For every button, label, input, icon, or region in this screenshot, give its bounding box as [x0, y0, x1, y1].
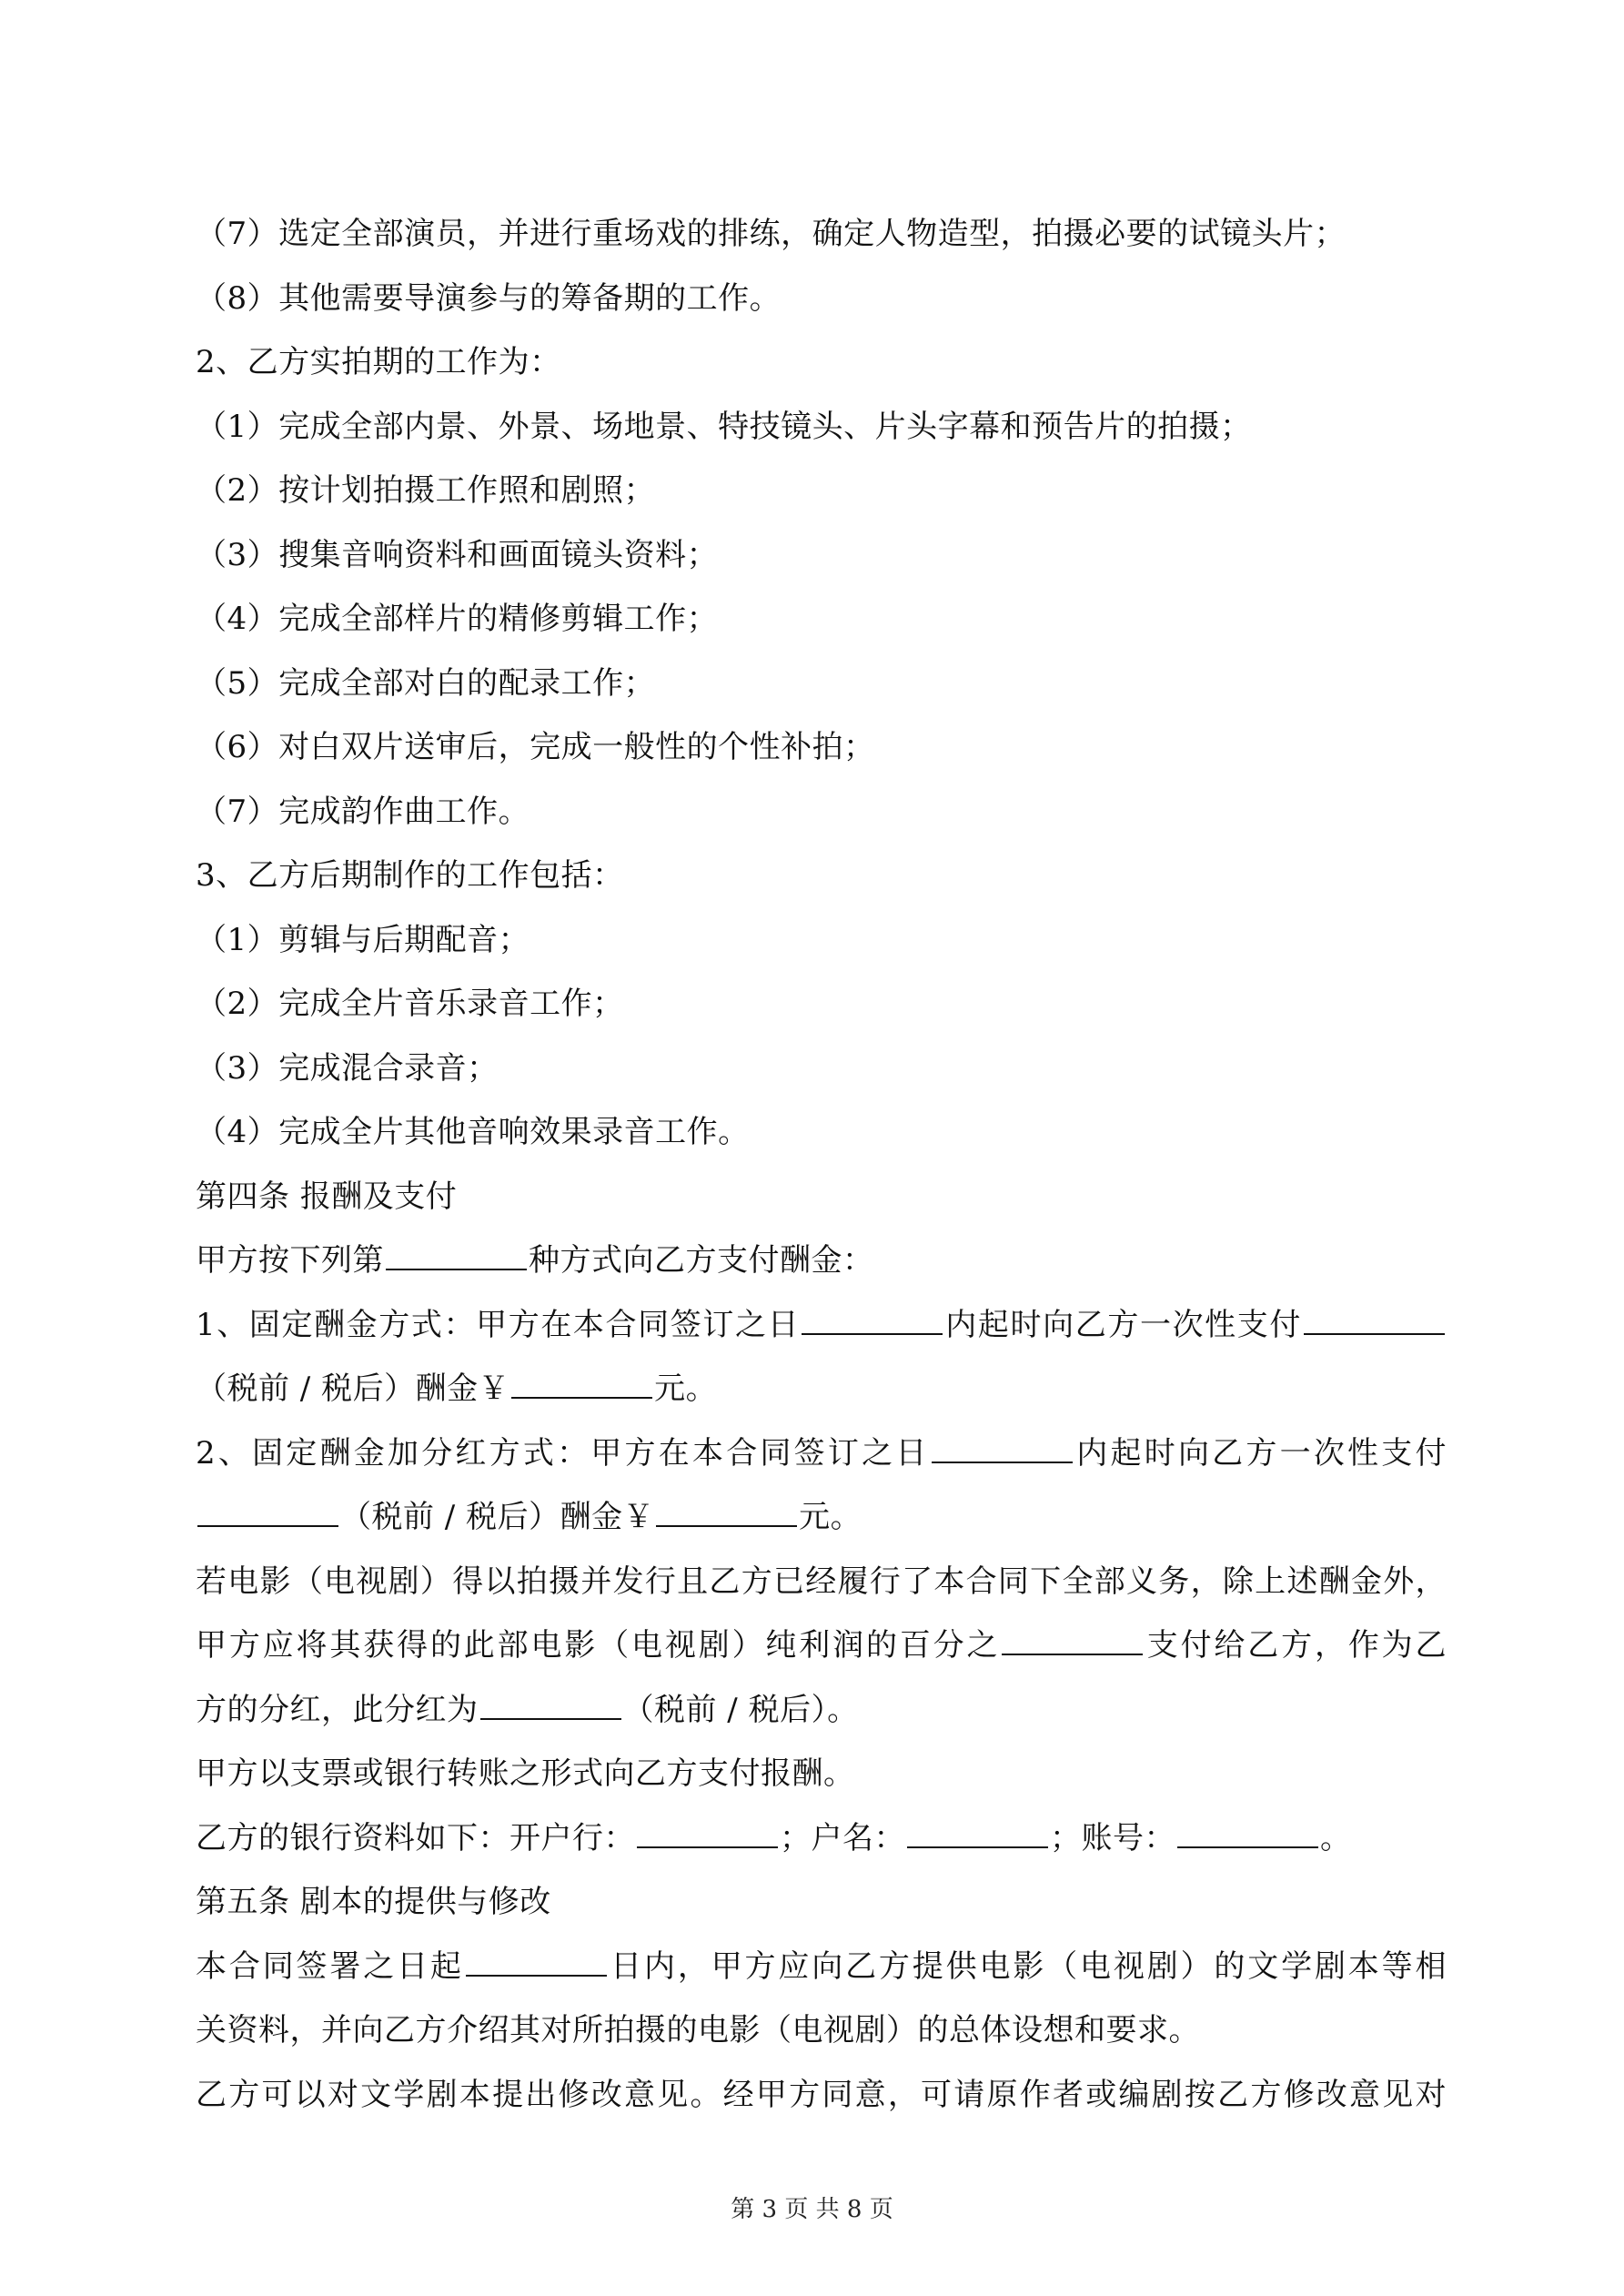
text: 甲方应将其获得的此部电影（电视剧）纯利润的百分之 — [196, 1627, 1001, 1664]
paragraph-line — [196, 1357, 1447, 1421]
text: （4）完成全片其他音响效果录音工作。 — [196, 1114, 750, 1150]
text: 元。 — [654, 1371, 718, 1407]
fill-in-blank — [656, 1500, 797, 1527]
text: 本合同签署之日起 — [196, 1947, 464, 1985]
text: 内起时向乙方一次性支付 — [1074, 1434, 1447, 1472]
paragraph-line — [196, 908, 1447, 973]
paragraph-line — [196, 1998, 1447, 2063]
fill-in-blank — [386, 1243, 527, 1270]
text: （3）搜集音响资料和画面镜头资料； — [196, 536, 719, 573]
fill-in-blank — [197, 1500, 338, 1527]
text: 支付给乙方，作为乙 — [1145, 1627, 1447, 1664]
text: （税前 / 税后）。 — [622, 1691, 859, 1728]
text: 关资料，并向乙方介绍其对所拍摄的电影（电视剧）的总体设想和要求。 — [196, 2012, 1200, 2048]
text: 乙方的银行资料如下：开户行： — [196, 1819, 635, 1856]
paragraph-line — [196, 330, 1447, 395]
section-heading — [196, 1870, 1447, 1935]
text: 若电影（电视剧）得以拍摄并发行且乙方已经履行了本合同下全部义务，除上述酬金外， — [196, 1563, 1447, 1600]
paragraph-line — [196, 1229, 1447, 1293]
paragraph-line — [196, 267, 1447, 331]
fill-in-blank — [907, 1821, 1048, 1848]
text: 3、乙方后期制作的工作包括： — [196, 857, 624, 894]
text: （2）完成全片音乐录音工作； — [196, 986, 624, 1022]
text: （8）其他需要导演参与的筹备期的工作。 — [196, 279, 782, 317]
page-number-footer — [0, 2193, 1624, 2226]
fill-in-blank — [511, 1371, 652, 1399]
paragraph-line — [196, 459, 1447, 523]
text: 1、固定酬金方式：甲方在本合同签订之日 — [196, 1306, 801, 1343]
fill-in-blank — [1002, 1628, 1143, 1655]
paragraph-line — [196, 1742, 1447, 1806]
paragraph-line — [196, 1293, 1447, 1358]
paragraph-line — [196, 1935, 1447, 1999]
text: （1）剪辑与后期配音； — [196, 921, 530, 958]
fill-in-blank — [932, 1436, 1073, 1463]
text: （4）完成全部样片的精修剪辑工作； — [196, 601, 719, 637]
text: 乙方可以对文学剧本提出修改意见。经甲方同意，可请原作者或编剧按乙方修改意见对 — [196, 2076, 1447, 2113]
paragraph-line — [196, 1550, 1447, 1614]
fill-in-blank — [637, 1821, 778, 1848]
paragraph-line — [196, 1678, 1447, 1743]
text: （1）完成全部内景、外景、场地景、特技镜头、片头字幕和预告片的拍摄； — [196, 408, 1252, 445]
heading-text: 第四条 报酬及支付 — [196, 1178, 458, 1215]
fill-in-blank — [1304, 1308, 1445, 1335]
text: 内起时向乙方一次性支付 — [944, 1306, 1303, 1343]
text: （6）对白双片送审后，完成一般性的个性补拍； — [196, 729, 875, 765]
page-number-text: 第 3 页 共 8 页 — [731, 2196, 893, 2223]
text: ；户名： — [780, 1819, 905, 1856]
paragraph-line — [196, 1037, 1447, 1101]
text: 甲方按下列第 — [196, 1242, 384, 1279]
paragraph-line — [196, 1421, 1447, 1486]
paragraph-line — [196, 587, 1447, 652]
section-heading — [196, 1165, 1447, 1229]
text: 种方式向乙方支付酬金： — [529, 1242, 874, 1279]
text: （2）按计划拍摄工作照和剧照； — [196, 472, 656, 509]
fill-in-blank — [802, 1308, 943, 1335]
fill-in-blank — [1177, 1821, 1318, 1848]
fill-in-blank — [480, 1693, 621, 1720]
paragraph-line — [196, 395, 1447, 460]
paragraph-line — [196, 1613, 1447, 1678]
paragraph-line — [196, 202, 1447, 267]
document-body — [196, 202, 1447, 2127]
heading-text: 第五条 剧本的提供与修改 — [196, 1884, 551, 1920]
paragraph-line — [196, 1485, 1447, 1550]
text: （税前 / 税后）酬金￥ — [196, 1371, 510, 1407]
paragraph-line — [196, 715, 1447, 780]
paragraph-line — [196, 652, 1447, 716]
text: 日内，甲方应向乙方提供电影（电视剧）的文学剧本等相 — [608, 1947, 1447, 1985]
text: （税前 / 税后）酬金￥ — [340, 1499, 655, 1535]
text: （3）完成混合录音； — [196, 1049, 499, 1087]
paragraph-line — [196, 1806, 1447, 1871]
text: 2、固定酬金加分红方式：甲方在本合同签订之日 — [196, 1434, 930, 1472]
text: 甲方以支票或银行转账之形式向乙方支付报酬。 — [196, 1755, 855, 1792]
paragraph-line — [196, 844, 1447, 908]
paragraph-line — [196, 2063, 1447, 2128]
text: 。 — [1320, 1819, 1352, 1856]
fill-in-blank — [466, 1949, 607, 1977]
paragraph-line — [196, 523, 1447, 588]
paragraph-line — [196, 1100, 1447, 1165]
text: ；账号： — [1050, 1819, 1175, 1856]
text: 方的分红，此分红为 — [196, 1691, 479, 1728]
paragraph-line — [196, 972, 1447, 1037]
paragraph-line — [196, 780, 1447, 845]
text: 元。 — [799, 1499, 862, 1535]
text: （7）选定全部演员，并进行重场戏的排练，确定人物造型，拍摄必要的试镜头片； — [196, 216, 1347, 252]
text: 2、乙方实拍期的工作为： — [196, 344, 561, 380]
text: （5）完成全部对白的配录工作； — [196, 664, 656, 702]
text: （7）完成韵作曲工作。 — [196, 793, 530, 830]
